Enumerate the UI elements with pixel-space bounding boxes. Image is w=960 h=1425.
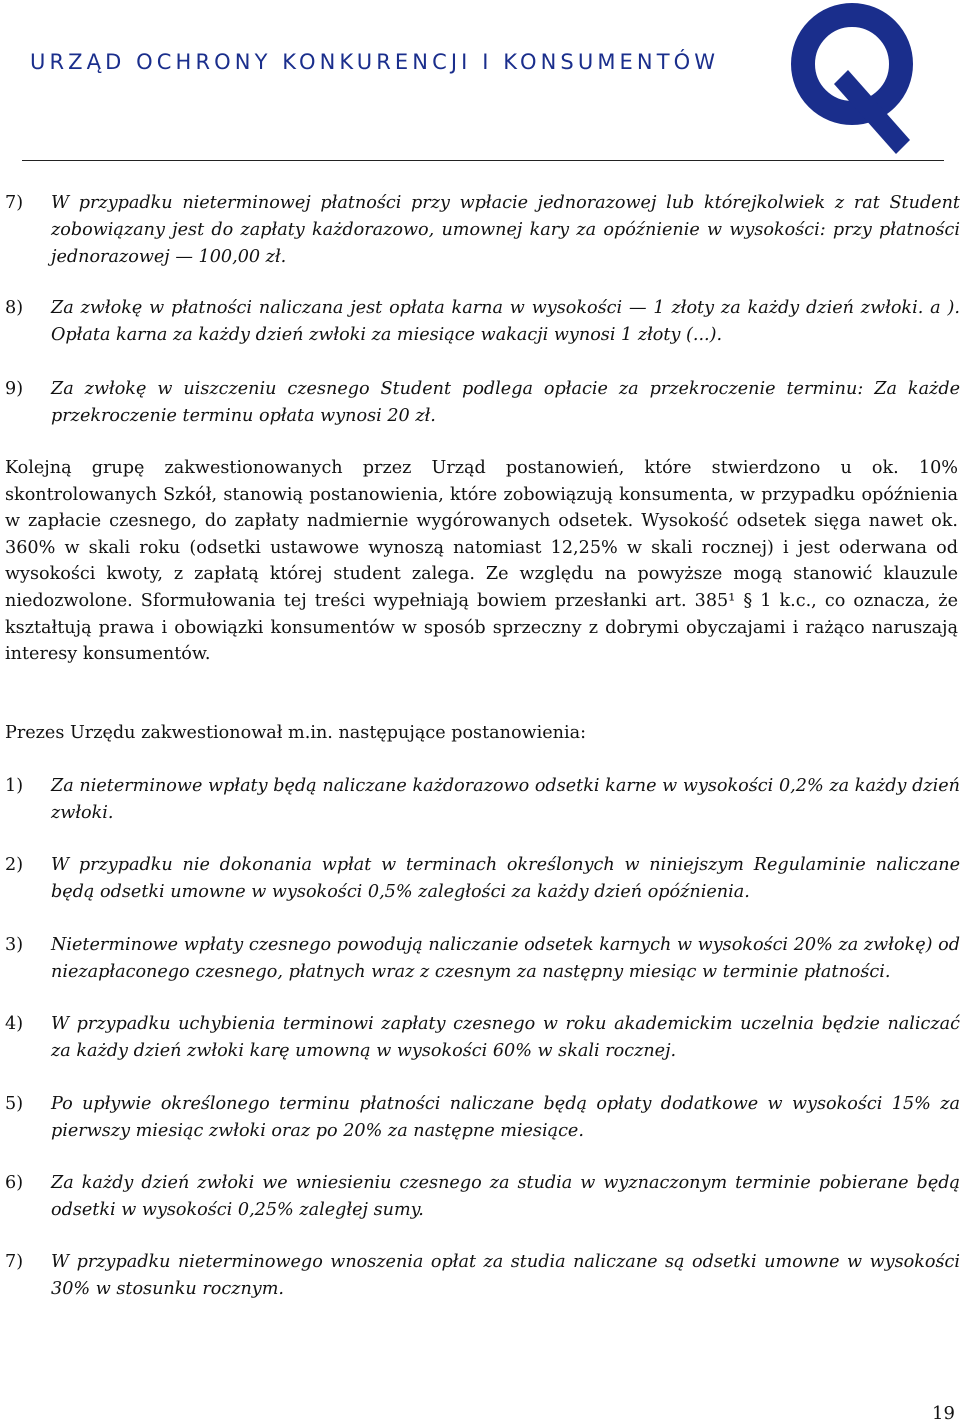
list-item-text: W przypadku uchybienia terminowi zapłaty czesnego w roku akademickim uczelnia będzie naliczać za każdy dzień zwłoki karę umowną w wysokości 60% w skali rocznej. bbox=[51, 1014, 960, 1061]
intro-paragraph: Prezes Urzędu zakwestionował m.in. następujące postanowienia: bbox=[5, 723, 587, 743]
list-item-number: 6) bbox=[5, 1173, 24, 1193]
list-item-number: 3) bbox=[5, 935, 24, 955]
header-divider bbox=[22, 160, 944, 161]
list-item-text: W przypadku nie dokonania wpłat w terminach określonych w niniejszym Regulaminie naliczane będą odsetki umowne w wysokości 0,5% zaległości za każdy dzień opóźnienia. bbox=[51, 855, 960, 902]
list-item-number: 2) bbox=[5, 855, 24, 875]
list-item bbox=[5, 1091, 960, 1145]
list-item bbox=[5, 1170, 960, 1224]
list-item-number: 9) bbox=[5, 379, 24, 399]
page-header-title: URZĄD OCHRONY KONKURENCJI I KONSUMENTÓW bbox=[30, 50, 720, 74]
list-item bbox=[5, 376, 960, 430]
list-item bbox=[5, 773, 960, 827]
list-item-text: Po upływie określonego terminu płatności naliczane będą opłaty dodatkowe w wysokości 15% za pierwszy miesiąc zwłoki oraz po 20% za następne miesiące. bbox=[51, 1094, 960, 1141]
body-paragraph: Kolejną grupę zakwestionowanych przez Urząd postanowień, które stwierdzono u ok. 10% skontrolowanych Szkół, stanowią postanowienia, które zobowiązują konsumenta, w przypadku opóźnienia w zapłacie czesnego, do zapłaty nadmiernie wygórowanych odsetek. Wysokość odsetek sięga nawet ok. 360% w skali roku (odsetki ustawowe wynoszą natomiast 12,25% w skali rocznej) i jest oderwana od wysokości kwoty, z zapłatą której student zalega. Ze względu na powyższe mogą stanowić klauzule niedozwolone. Sformułowania tej treści wypełniają bowiem przesłanki art. 385¹ § 1 k.c., co oznacza, że kształtują prawa i obowiązki konsumentów w sposób sprzeczny z dobrymi obyczajami i rażąco naruszają interesy konsumentów. bbox=[5, 458, 958, 665]
list-item-number: 7) bbox=[5, 193, 24, 213]
list-item bbox=[5, 1011, 960, 1065]
list-item-number: 7) bbox=[5, 1252, 24, 1272]
list-item bbox=[5, 932, 960, 986]
page-number: 19 bbox=[932, 1403, 955, 1424]
list-item-text: W przypadku nieterminowego wnoszenia opłat za studia naliczane są odsetki umowne w wysokości 30% w stosunku rocznym. bbox=[51, 1252, 960, 1299]
list-item bbox=[5, 852, 960, 906]
list-item-text: Za zwłokę w uiszczeniu czesnego Student podlega opłacie za przekroczenie terminu: Za każde przekroczenie terminu opłata wynosi 20 zł. bbox=[51, 379, 960, 426]
list-item-number: 1) bbox=[5, 776, 24, 796]
list-item-number: 5) bbox=[5, 1094, 24, 1114]
list-item bbox=[5, 190, 960, 271]
list-item-text: W przypadku nieterminowej płatności przy wpłacie jednorazowej lub którejkolwiek z rat Student zobowiązany jest do zapłaty każdorazowo, umownej kary za opóźnienie w wysokości: przy płatności jednorazowej — 100,00 zł. bbox=[51, 193, 960, 267]
list-item bbox=[5, 1249, 960, 1303]
list-item-text: Za zwłokę w płatności naliczana jest opłata karna w wysokości — 1 złoty za każdy dzień zwłoki. a ). Opłata karna za każdy dzień zwłoki za miesiące wakacji wynosi 1 złoty (...). bbox=[51, 298, 960, 345]
list-item-text: Za nieterminowe wpłaty będą naliczane każdorazowo odsetki karne w wysokości 0,2% za każdy dzień zwłoki. bbox=[51, 776, 960, 823]
list-item-number: 8) bbox=[5, 298, 24, 318]
list-item-number: 4) bbox=[5, 1014, 24, 1034]
list-item-text: Za każdy dzień zwłoki we wniesieniu czesnego za studia w wyznaczonym terminie pobierane będą odsetki w wysokości 0,25% zaległej sumy. bbox=[51, 1173, 960, 1220]
list-item bbox=[5, 295, 960, 349]
uokik-logo bbox=[788, 2, 920, 158]
list-item-text: Nieterminowe wpłaty czesnego powodują naliczanie odsetek karnych w wysokości 20% za zwłokę) od niezapłaconego czesnego, płatnych wraz z czesnym za następny miesiąc w terminie płatności. bbox=[51, 935, 960, 982]
